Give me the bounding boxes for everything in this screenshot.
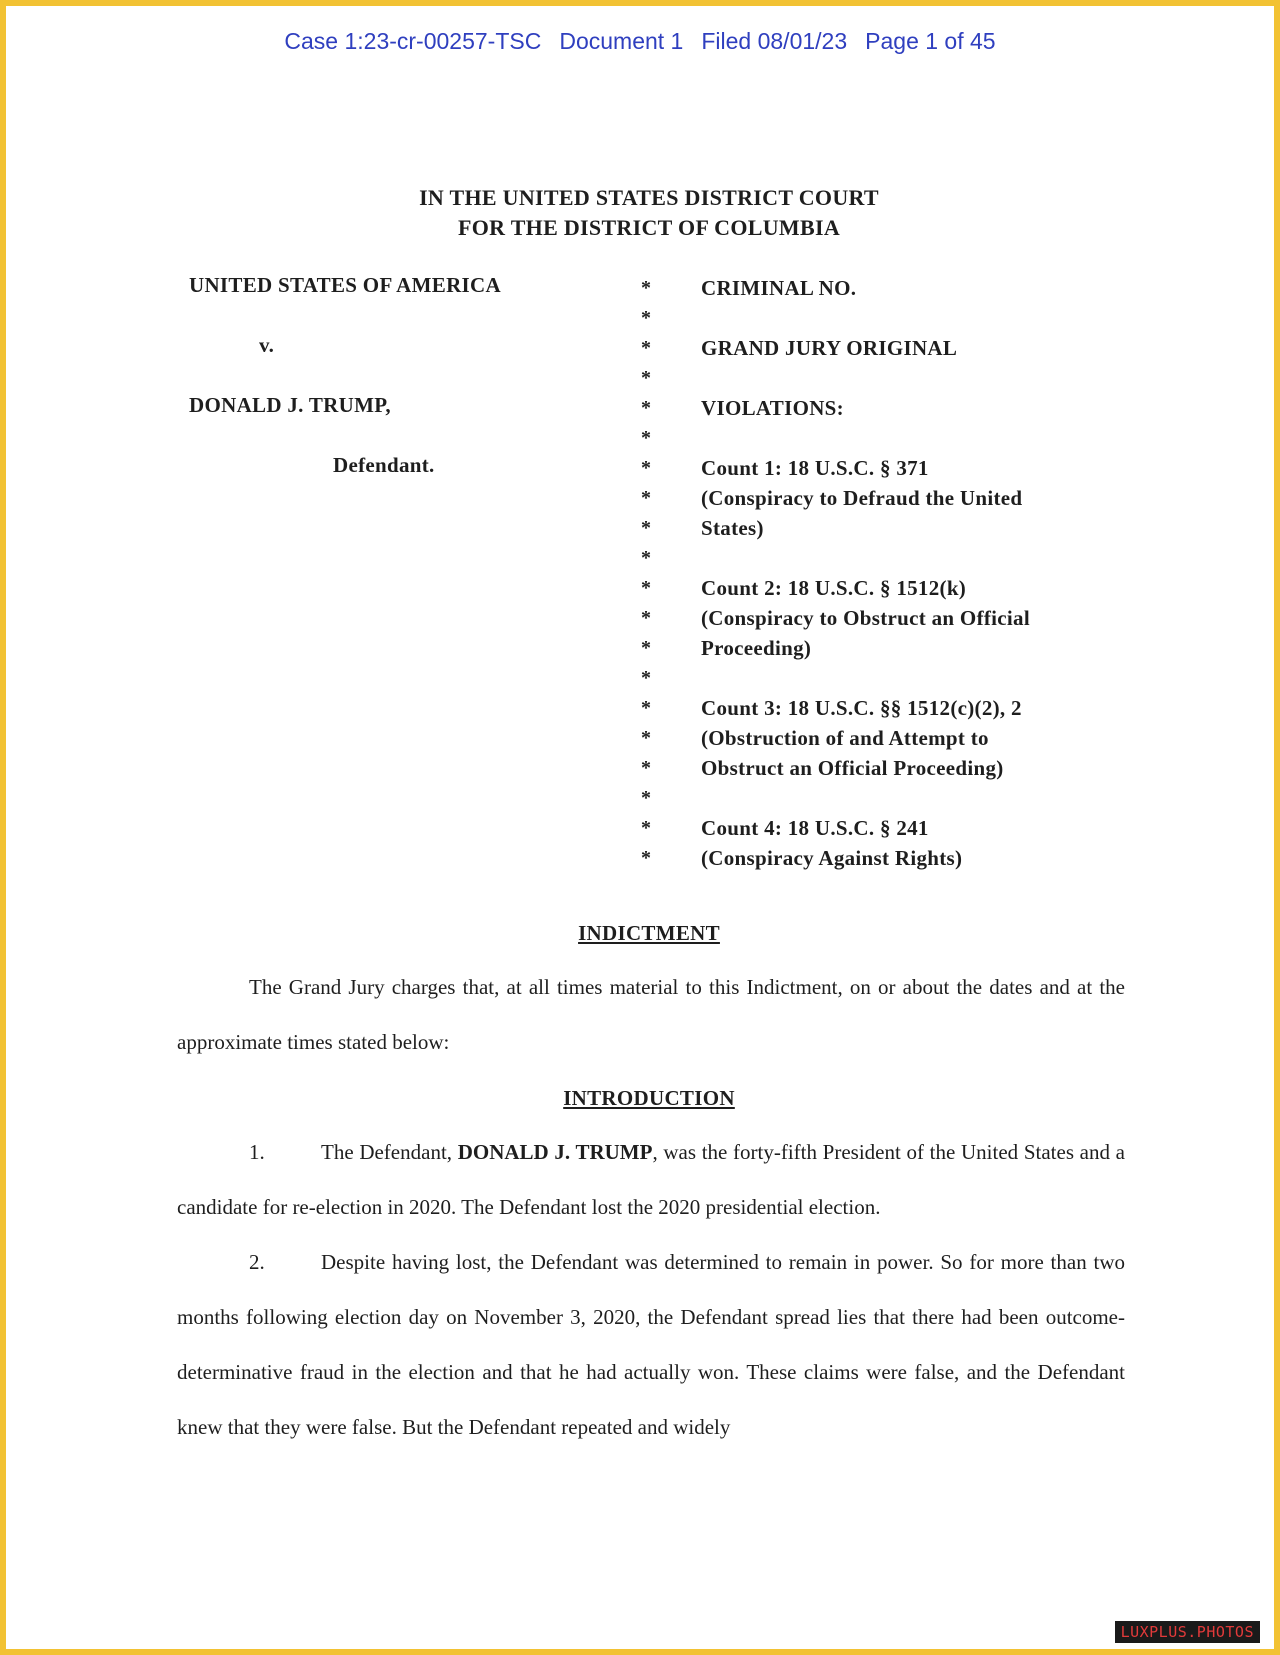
court-title-line-1: IN THE UNITED STATES DISTRICT COURT: [419, 185, 879, 210]
count-2: [701, 573, 1121, 663]
introduction-body: [177, 1125, 1125, 1455]
caption-star: *: [641, 517, 651, 539]
caption-star: *: [641, 367, 651, 389]
caption-star: *: [641, 307, 651, 329]
paragraph-text: Despite having lost, the Defendant was determined to remain in power. So for more than two months following election day on November 3, 2020, the Defendant spread lies that there had been outcome-determinative fraud in the election and that he had actually won. These claims were false, and the Defendant knew that they were false. But the Defendant repeated and widely: [177, 1250, 1125, 1439]
count-description: States): [701, 516, 764, 540]
court-title: [6, 183, 1280, 243]
watermark: LUXPLUS.PHOTOS: [1115, 1621, 1260, 1643]
count-statute: Count 1: 18 U.S.C. § 371: [701, 456, 929, 480]
indictment-charge: [177, 960, 1125, 1070]
count-description: Proceeding): [701, 636, 812, 660]
violations-label: VIOLATIONS:: [701, 396, 844, 420]
count-4: [701, 813, 1121, 873]
paragraph-number: 2.: [249, 1250, 265, 1274]
versus-label: v.: [259, 333, 275, 357]
count-statute: Count 2: 18 U.S.C. § 1512(k): [701, 576, 967, 600]
criminal-number-label: CRIMINAL NO.: [701, 276, 857, 300]
document-number: Document 1: [559, 28, 684, 54]
caption-star: *: [641, 667, 651, 689]
count-1: [701, 453, 1121, 543]
count-description: Obstruct an Official Proceeding): [701, 756, 1004, 780]
caption-star: *: [641, 337, 651, 359]
caption-star: *: [641, 697, 651, 719]
caption-star: *: [641, 817, 651, 839]
plaintiff-name: UNITED STATES OF AMERICA: [189, 273, 501, 297]
paragraph-text: , was the forty-fifth President of the United States and a candidate for re-election in 2020. The Defendant lost the 2020 presidential election.: [177, 1140, 1125, 1219]
paragraph-2: [177, 1235, 1125, 1455]
paragraph-text: The Defendant,: [321, 1140, 458, 1164]
caption-star: *: [641, 577, 651, 599]
caption-star: *: [641, 427, 651, 449]
grand-jury-label: GRAND JURY ORIGINAL: [701, 336, 958, 360]
caption-star: *: [641, 757, 651, 779]
defendant-name: DONALD J. TRUMP,: [189, 393, 391, 417]
caption-star: *: [641, 787, 651, 809]
caption-star: *: [641, 637, 651, 659]
caption-star: *: [641, 397, 651, 419]
introduction-heading: INTRODUCTION: [563, 1086, 735, 1110]
charge-text: The Grand Jury charges that, at all times material to this Indictment, on or about the dates and at the approximate times stated below:: [177, 975, 1125, 1054]
caption-star-column: [640, 273, 652, 873]
caption-star: *: [641, 487, 651, 509]
ecf-filing-header: [6, 28, 1274, 55]
indictment-heading: INDICTMENT: [578, 921, 720, 945]
count-description: (Conspiracy to Obstruct an Official: [701, 606, 1030, 630]
caption-star: *: [641, 277, 651, 299]
page-indicator: Page 1 of 45: [865, 28, 996, 54]
count-description: (Conspiracy Against Rights): [701, 846, 963, 870]
court-title-line-2: FOR THE DISTRICT OF COLUMBIA: [457, 215, 841, 240]
caption-star: *: [641, 607, 651, 629]
count-description: (Obstruction of and Attempt to: [701, 726, 989, 750]
defendant-name-emphasis: DONALD J. TRUMP: [457, 1140, 653, 1164]
caption-star: *: [641, 547, 651, 569]
filed-date: Filed 08/01/23: [701, 28, 848, 54]
paragraph-1: [177, 1125, 1125, 1235]
paragraph-number: 1.: [249, 1140, 265, 1164]
count-statute: Count 4: 18 U.S.C. § 241: [701, 816, 929, 840]
case-number: Case 1:23-cr-00257-TSC: [284, 28, 542, 54]
count-description: (Conspiracy to Defraud the United: [701, 486, 1023, 510]
count-statute: Count 3: 18 U.S.C. §§ 1512(c)(2), 2: [701, 696, 1022, 720]
caption-star: *: [641, 457, 651, 479]
defendant-label: Defendant.: [333, 453, 435, 477]
caption-star: *: [641, 847, 651, 869]
count-3: [701, 693, 1121, 783]
caption-star: *: [641, 727, 651, 749]
